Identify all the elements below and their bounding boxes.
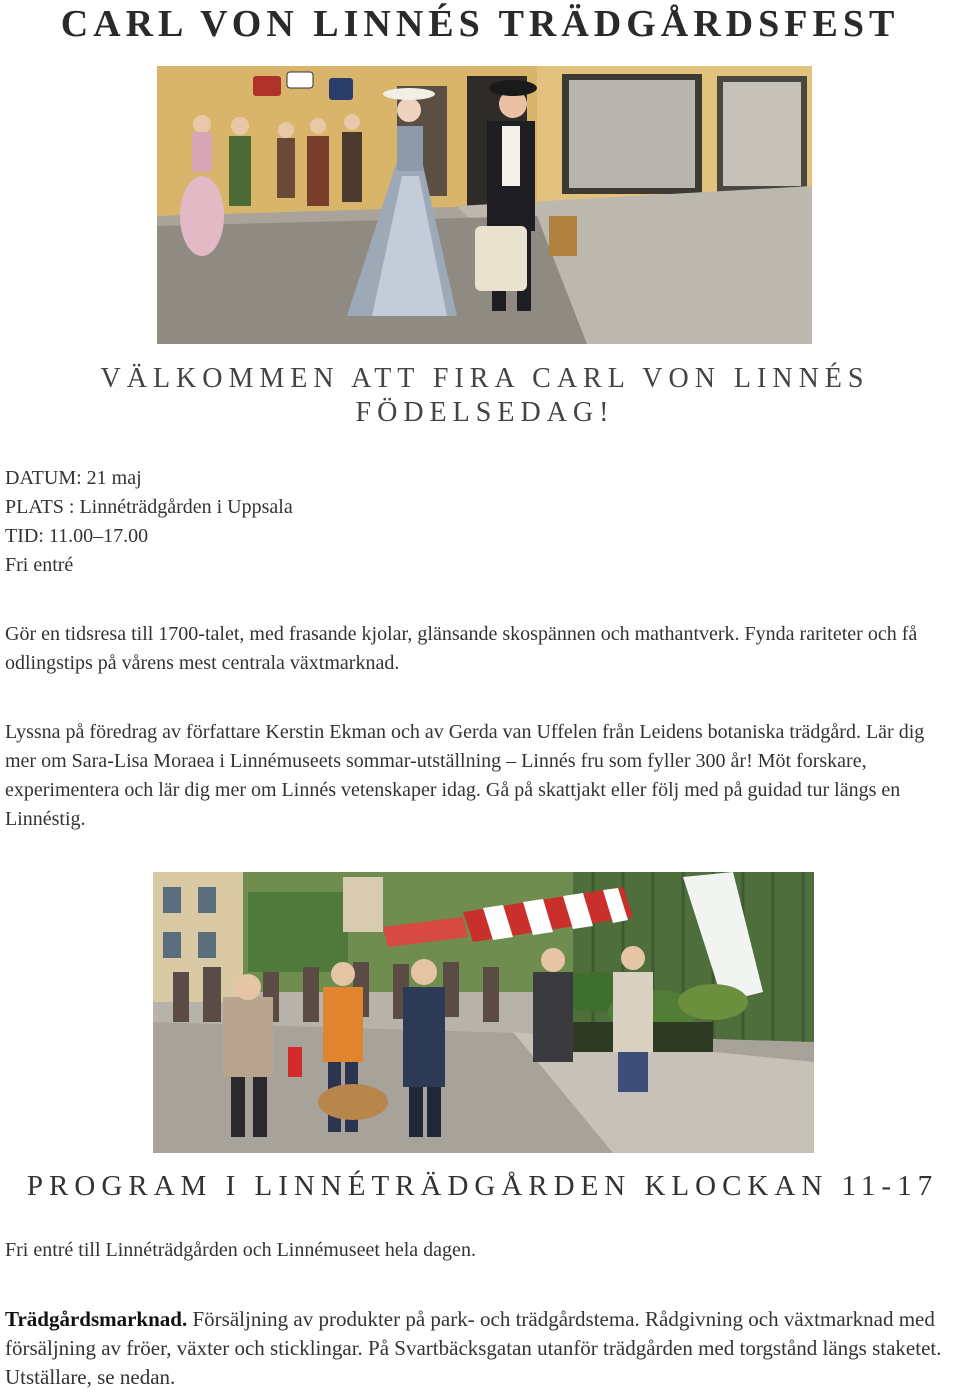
market-title: Trädgårdsmarknad.	[5, 1307, 188, 1331]
market-text: Försäljning av produkter på park- och trädgårdstema. Rådgivning och växtmarknad med försäljning av fröer, växter och sticklingar. På Svartbäcksgatan utanför trädgården med torgstånd längs staketet. Utställare, se nedan.	[5, 1307, 942, 1389]
garden-market-illustration	[153, 872, 814, 1153]
lectures-paragraph: Lyssna på föredrag av författare Kerstin Ekman och av Gerda van Uffelen från Leidens botaniska trädgård. Lär dig mer om Sara-Lisa Moraea i Linnémuseets sommar-utställning – Linnés fru som fyller 300 år! Möt forskare, experimentera och lär dig mer om Linnés vetenskaper idag. Gå på skattjakt eller följ med på guidad tur längs en Linnéstig.	[5, 721, 925, 830]
market-paragraph	[5, 1305, 960, 1392]
costume-procession-photo	[157, 66, 812, 344]
garden-market-photo	[153, 872, 814, 1153]
event-time: TID: 11.00–17.00	[5, 525, 149, 547]
costume-procession-illustration	[157, 66, 812, 344]
event-place: PLATS : Linnéträdgården i Uppsala	[5, 496, 293, 518]
event-date: DATUM: 21 maj	[5, 467, 142, 489]
event-entry: Fri entré	[5, 554, 74, 576]
event-details	[5, 464, 293, 580]
program-heading: PROGRAM I LINNÉTRÄDGÅRDEN KLOCKAN 11-17	[26, 1170, 939, 1202]
page-title: CARL VON LINNÉS TRÄDGÅRDSFEST	[60, 3, 900, 45]
free-entry-paragraph: Fri entré till Linnéträdgården och Linnémuseet hela dagen.	[5, 1239, 476, 1261]
intro-paragraph: Gör en tidsresa till 1700-talet, med frasande kjolar, glänsande skospännen och mathantverk. Fynda rariteter och få odlingstips på vårens mest centrala växtmarknad.	[5, 623, 918, 674]
welcome-heading: VÄLKOMMEN ATT FIRA CARL VON LINNÉS FÖDELSEDAG!	[100, 363, 870, 428]
